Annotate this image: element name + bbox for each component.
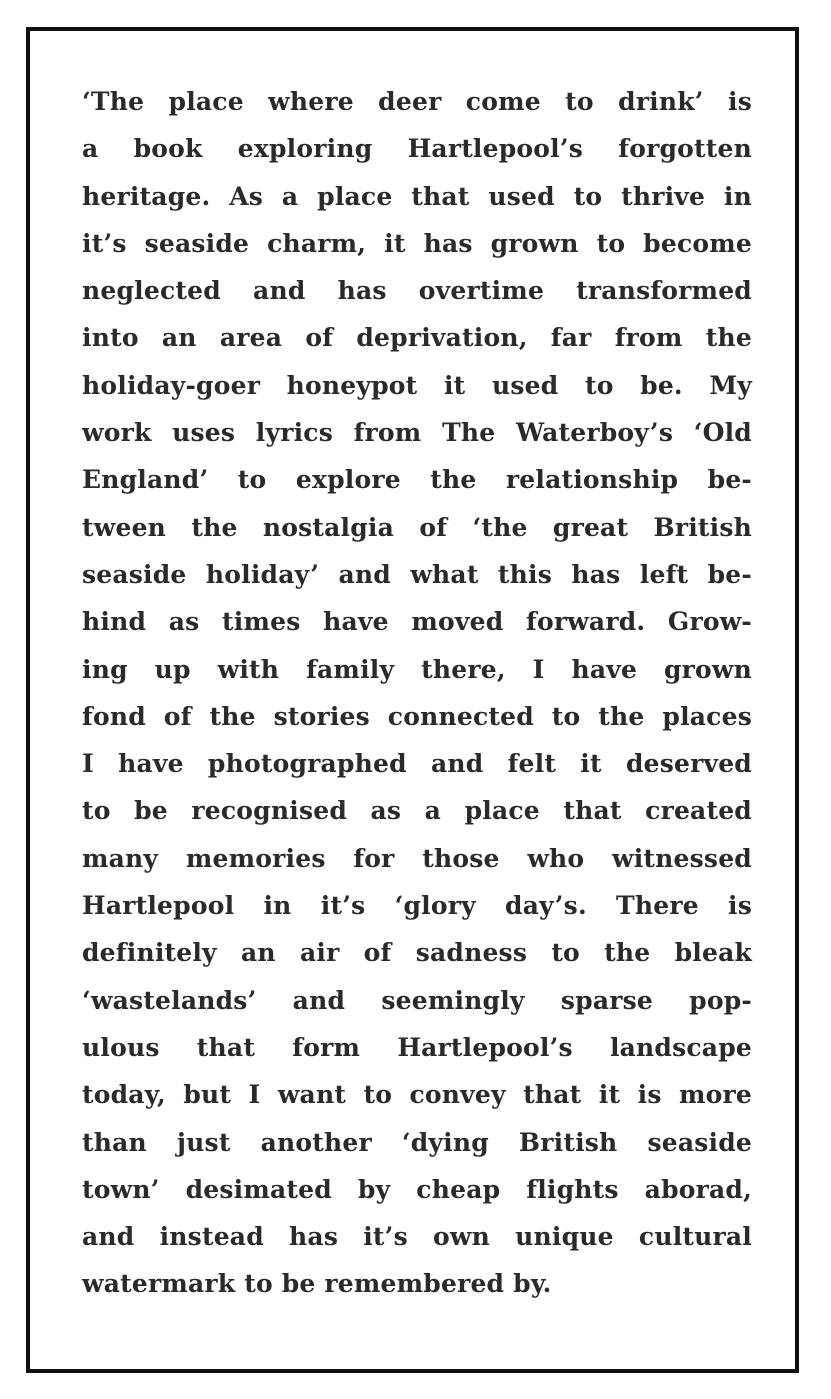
text-line: into an area of deprivation, far from the — [82, 323, 752, 353]
text-line: many memories for those who witnessed — [82, 843, 752, 873]
text-line: heritage. As a place that used to thrive in — [82, 181, 752, 211]
text-line: ‘wastelands’ and seemingly sparse pop- — [82, 985, 752, 1015]
text-line: a book exploring Hartlepool’s forgotten — [82, 134, 752, 164]
text-line: town’ desimated by cheap flights aborad, — [82, 1174, 752, 1204]
text-line: to be recognised as a place that created — [82, 796, 752, 826]
text-line: holiday-goer honeypot it used to be. My — [82, 370, 752, 400]
text-line: hind as times have moved forward. Grow- — [82, 607, 752, 637]
text-line: ulous that form Hartlepool’s landscape — [82, 1032, 752, 1062]
text-line: fond of the stories connected to the places — [82, 701, 752, 731]
text-line: ‘The place where deer come to drink’ is — [82, 87, 752, 116]
text-line: ing up with family there, I have grown — [82, 654, 752, 684]
text-line: than just another ‘dying British seaside — [82, 1127, 752, 1157]
text-line: watermark to be remembered by. — [82, 1269, 552, 1299]
text-line: definitely an air of sadness to the bleak — [82, 938, 752, 968]
text-line: tween the nostalgia of ‘the great British — [82, 512, 752, 542]
text-line: and instead has it’s own unique cultural — [82, 1222, 752, 1252]
text-line: today, but I want to convey that it is more — [82, 1080, 752, 1110]
text-line: neglected and has overtime transformed — [82, 276, 752, 306]
text-line: seaside holiday’ and what this has left be- — [82, 559, 752, 589]
text-line: I have photographed and felt it deserved — [82, 749, 752, 779]
text-line: England’ to explore the relationship be- — [82, 465, 752, 495]
body-paragraph — [82, 78, 752, 1308]
text-line: Hartlepool in it’s ‘glory day’s. There is — [82, 891, 752, 921]
text-line: it’s seaside charm, it has grown to become — [82, 228, 752, 258]
text-line: work uses lyrics from The Waterboy’s ‘Old — [82, 418, 752, 448]
